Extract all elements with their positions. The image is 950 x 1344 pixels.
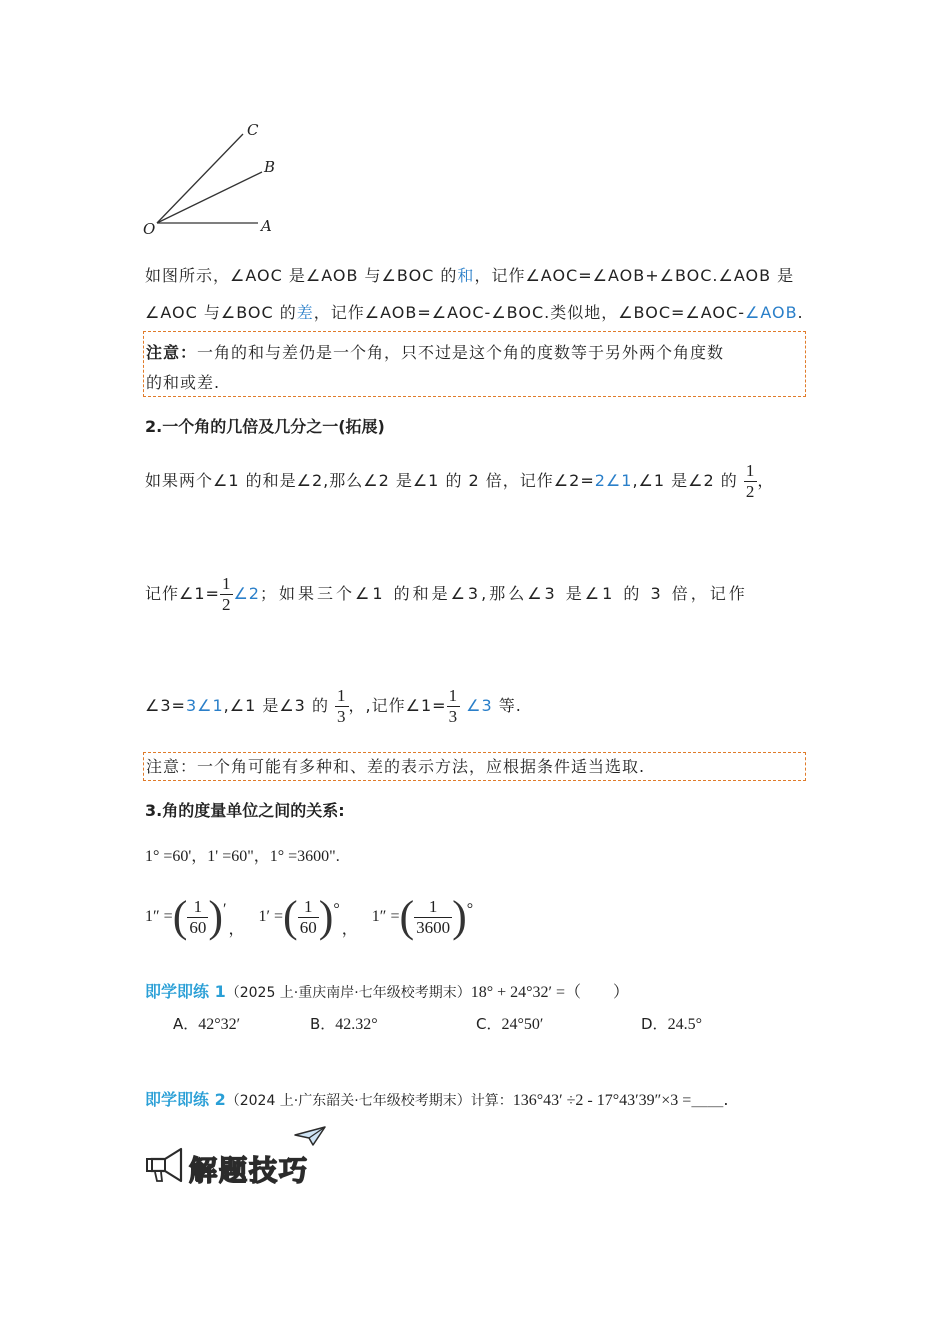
note-box-2 xyxy=(143,752,806,781)
frac-den: 60 xyxy=(189,917,207,937)
frac-num: 1 xyxy=(745,461,756,481)
paren-fraction: ( $\frac{1}{60}$ ) xyxy=(172,892,223,941)
paren-fraction: ( $\frac{1}{3600}$ ) xyxy=(399,892,467,941)
text: . xyxy=(723,1090,729,1109)
answer-2angle1: 2∠1 xyxy=(594,471,633,490)
option-label: A． xyxy=(173,1015,199,1033)
text: 如图所示，∠AOC 是∠AOB 与∠BOC 的 xyxy=(145,266,458,285)
frac-num: 1 xyxy=(337,686,347,706)
text: ，记作∠AOC=∠AOB+∠BOC.∠AOB 是 xyxy=(474,266,795,285)
exercise-2 xyxy=(145,1087,728,1110)
text: 如果两个∠1 的和是∠2,那么∠2 是∠1 的 2 倍，记作∠2= xyxy=(145,471,595,490)
para1-line2 xyxy=(145,300,804,323)
text: ,∠1 是∠2 的 xyxy=(632,471,738,490)
s2-line1 xyxy=(145,457,774,505)
exercise-question: 18° + 24°32′ =（ ） xyxy=(470,984,630,1001)
paren-fraction: ( $\frac{1}{60}$ ) xyxy=(283,892,334,941)
text: . xyxy=(797,303,804,322)
frac-num: 1 xyxy=(303,896,313,916)
label-b: B xyxy=(264,158,276,176)
banner-title: 解题技巧 xyxy=(189,1154,310,1187)
unit: ′ xyxy=(223,901,227,918)
section3-heading: 3.角的度量单位之间的关系: xyxy=(145,801,345,820)
text: ，,记作∠1= xyxy=(348,696,447,715)
text: 1″ = xyxy=(371,908,400,925)
exercise-expression: 136°43′ ÷2 - 17°43′39″×3 = xyxy=(512,1092,692,1109)
frac-den: 2 xyxy=(221,595,232,614)
option-label: B． xyxy=(310,1015,336,1033)
text: ，记作∠AOB=∠AOC-∠BOC.类似地，∠BOC=∠AOC- xyxy=(313,303,745,322)
exercise-source: （2025 上·重庆南岸·七年级校考期末） xyxy=(225,985,471,1001)
answer-3angle1: 3∠1 xyxy=(185,696,224,715)
option-label: C． xyxy=(476,1015,502,1033)
frac-den: 60 xyxy=(299,917,317,937)
answer-aob: ∠AOB xyxy=(744,303,798,322)
answer-blank[interactable]: ＿＿ xyxy=(691,1090,724,1109)
units-line: 1° =60'，1' =60"，1° =3600". xyxy=(145,848,340,865)
unit: ° xyxy=(466,901,474,918)
answer-angle2: ∠2 xyxy=(233,584,260,603)
option-c[interactable] xyxy=(476,1013,543,1034)
frac-den: 3 xyxy=(448,707,459,726)
fraction-third xyxy=(335,686,349,726)
text: 等. xyxy=(498,696,522,715)
text: 1′ = xyxy=(258,908,284,925)
text: ；如果三个∠1 的和是∠3,那么∠3 是∠1 的 3 倍，记作 xyxy=(259,584,748,603)
option-value: 42°32′ xyxy=(198,1016,241,1033)
frac-den: 3600 xyxy=(416,917,451,937)
exercise-prefix: 计算： xyxy=(470,1093,513,1109)
unit: ° xyxy=(333,901,340,918)
keyword-diff: 差 xyxy=(296,303,314,322)
label-o: O xyxy=(143,220,156,238)
text: ∠AOC 与∠BOC 的 xyxy=(145,303,297,322)
exercise-title: 即学即练 2 xyxy=(145,1090,226,1109)
option-b[interactable] xyxy=(310,1013,378,1034)
label-a: A xyxy=(261,217,272,235)
answer-angle3: ∠3 xyxy=(466,696,493,715)
frac-num: 1 xyxy=(448,686,459,706)
note-text-2: 的和或差. xyxy=(146,373,221,392)
option-value: 42.32° xyxy=(335,1016,378,1033)
frac-num: 1 xyxy=(428,896,438,916)
frac-num: 1 xyxy=(221,574,232,594)
frac-num: 1 xyxy=(193,896,203,916)
frac-den: 3 xyxy=(337,707,347,726)
exercise-title: 即学即练 1 xyxy=(145,982,226,1001)
fraction-third xyxy=(447,686,461,726)
section2-heading: 2.一个角的几倍及几分之一(拓展) xyxy=(145,417,385,436)
note-label: 注意： xyxy=(146,343,198,362)
fraction-half xyxy=(744,461,758,501)
exercise-1 xyxy=(145,979,629,1002)
note2-text: 注意：一个角可能有多种和、差的表示方法，应根据条件适当选取. xyxy=(146,757,646,776)
exercise-source: （2024 上·广东韶关·七年级校考期末） xyxy=(225,1093,471,1109)
keyword-sum: 和 xyxy=(457,266,475,285)
angle-figure xyxy=(140,118,280,238)
s2-line3 xyxy=(145,682,522,730)
s2-line2 xyxy=(145,570,748,618)
text: 记作∠1= xyxy=(145,584,220,603)
option-a[interactable] xyxy=(173,1013,240,1034)
megaphone-icon xyxy=(145,1145,187,1185)
fraction-half xyxy=(220,574,234,614)
text: ∠3= xyxy=(145,696,186,715)
option-label: D． xyxy=(641,1015,668,1033)
text: 1″ = xyxy=(145,908,173,925)
para1-line1 xyxy=(145,263,794,286)
paper-plane-icon xyxy=(293,1125,327,1147)
sep: ， xyxy=(341,921,358,938)
option-value: 24°50′ xyxy=(501,1016,544,1033)
text: ,∠1 是∠3 的 xyxy=(223,696,329,715)
note-text-1: 一角的和与差仍是一个角，只不过是这个角的度数等于另外两个角度数 xyxy=(197,343,725,362)
label-c: C xyxy=(247,121,259,139)
note-box-1 xyxy=(143,331,806,397)
option-d[interactable] xyxy=(641,1013,702,1034)
sep: ， xyxy=(228,921,245,938)
frac-den: 2 xyxy=(745,482,756,501)
units-fractions xyxy=(145,892,474,941)
tips-banner xyxy=(145,1125,335,1187)
option-value: 24.5° xyxy=(667,1016,702,1033)
text: ， xyxy=(757,471,775,490)
